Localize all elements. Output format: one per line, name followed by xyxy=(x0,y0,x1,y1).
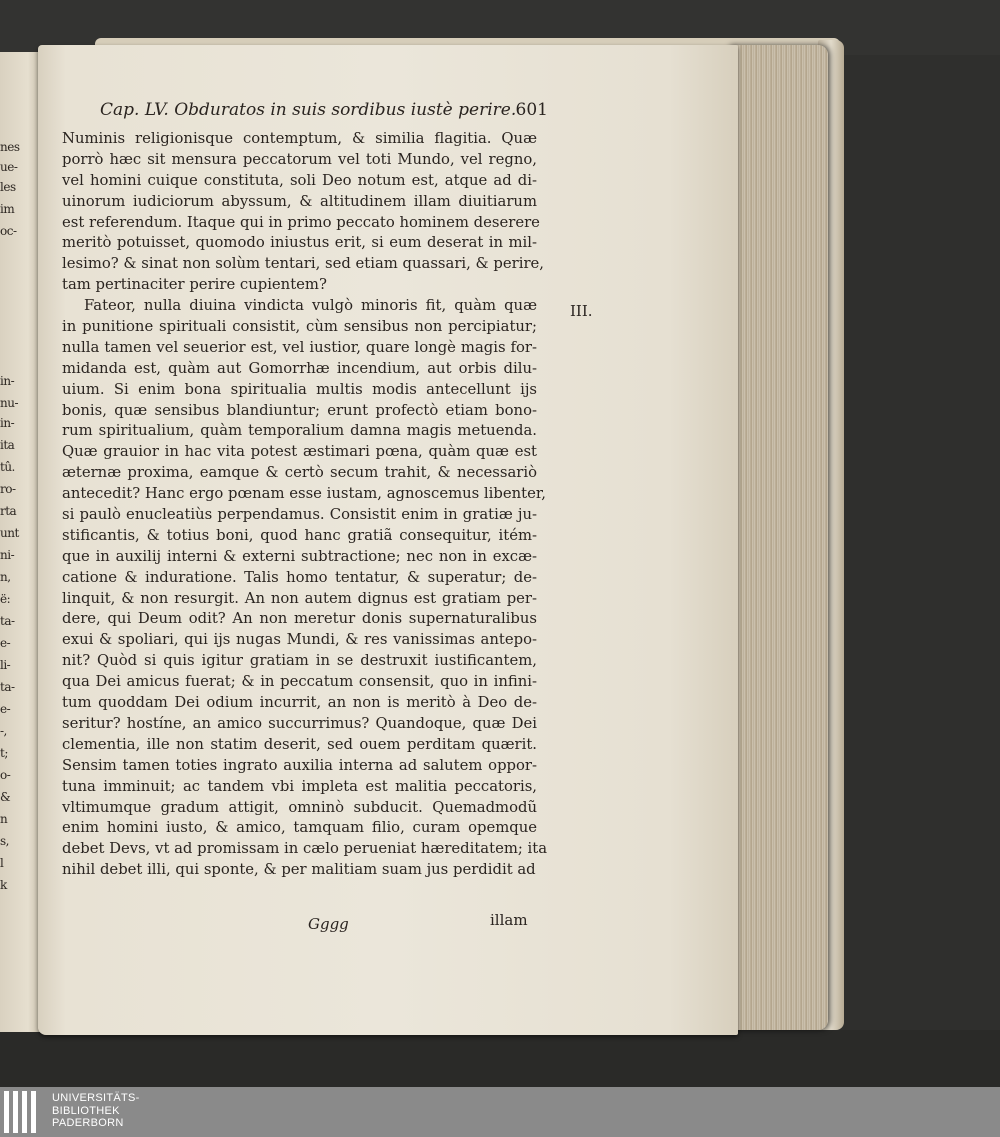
text-line: exui & spoliari, qui ijs nugas Mundi, & res vanissimas antepo- xyxy=(62,631,537,649)
running-head-title: Cap. LV. Obduratos in suis sordibus iustè perire. xyxy=(100,100,517,120)
text-line: tum quoddam Dei odium incurrit, an non is meritò à Deo de- xyxy=(62,694,537,712)
previous-page-text-fragment: & xyxy=(0,790,11,804)
text-line: uinorum iudiciorum abyssum, & altitudinem illam diuitiarum xyxy=(62,192,537,210)
text-line: linquit, & non resurgit. An non autem dignus est gratiam per- xyxy=(62,589,537,607)
text-line: dere, qui Deum odit? An non meretur donis supernaturalibus xyxy=(62,610,537,628)
previous-page-text-fragment: e- xyxy=(0,636,11,650)
text-line: Fateor, nulla diuina vindicta vulgò minoris fit, quàm quæ xyxy=(84,297,537,315)
text-line: stificantis, & totius boni, quod hanc gratiã consequitur, itém- xyxy=(62,526,537,544)
text-line: catione & induratione. Talis homo tentatur, & superatur; de- xyxy=(62,568,537,586)
previous-page-text-fragment: e- xyxy=(0,702,11,716)
text-line: seritur? hostíne, an amico succurrimus? Quandoque, quæ Dei xyxy=(62,714,537,732)
text-line: enim homini iusto, & amico, tamquam filio, curam opemque xyxy=(62,819,537,837)
previous-page-text-fragment: oc- xyxy=(0,224,17,238)
previous-page-text-fragment: nu- xyxy=(0,396,19,410)
text-line: debet Devs, vt ad promissam in cælo perueniat hæreditatem; ita xyxy=(62,840,548,858)
text-line: lesimo? & sinat non solùm tentari, sed etiam quassari, & perire, xyxy=(62,255,544,273)
text-line: Quæ grauior in hac vita potest æstimari pœna, quàm quæ est xyxy=(62,443,537,461)
previous-page-text-fragment: ta- xyxy=(0,680,15,694)
library-logo-icon xyxy=(4,1091,44,1133)
text-line: tuna imminuit; ac tandem vbi impleta est malitia peccatoris, xyxy=(62,777,537,795)
text-line: Numinis religionisque contemptum, & similia flagitia. Quæ xyxy=(62,130,537,147)
previous-page-text-fragment: nes xyxy=(0,140,20,154)
text-line: tam pertinaciter perire cupientem? xyxy=(62,276,327,294)
previous-page-text-fragment: tû. xyxy=(0,460,15,474)
text-line: vel homini cuique constituta, soli Deo notum est, atque ad di- xyxy=(62,171,537,189)
previous-page-text-fragment: im xyxy=(0,202,15,216)
library-name-line-1: UNIVERSITÄTS- xyxy=(52,1092,140,1104)
page-fore-edge xyxy=(728,45,828,1030)
signature-mark: Gggg xyxy=(308,915,349,933)
text-line: midanda est, quàm aut Gomorrhæ incendium, aut orbis dilu- xyxy=(62,359,537,377)
previous-page-text-fragment: ro- xyxy=(0,482,16,496)
text-line: meritò potuisset, quomodo iniustus erit, si eum deserat in mil- xyxy=(62,234,537,252)
text-line: qua Dei amicus fuerat; & in peccatum consensit, quo in infini- xyxy=(62,673,537,691)
text-line: æternæ proxima, eamque & certò secum trahit, & necessariò xyxy=(62,464,537,482)
previous-page-text-fragment: -, xyxy=(0,724,7,738)
previous-page-text-fragment: o- xyxy=(0,768,11,782)
text-line: est referendum. Itaque qui in primo peccato hominem deserere xyxy=(62,213,540,231)
previous-page-text-fragment: ni- xyxy=(0,548,15,562)
library-name-line-3: PADERBORN xyxy=(52,1117,124,1129)
previous-page-text-fragment: k xyxy=(0,878,7,892)
previous-page-text-fragment: in- xyxy=(0,374,15,388)
library-footer xyxy=(0,1087,1000,1137)
text-line: bonis, quæ sensibus blandiuntur; erunt profectò etiam bono- xyxy=(62,401,537,419)
library-name xyxy=(52,1092,140,1130)
previous-page-text-fragment: n, xyxy=(0,570,11,584)
marginal-section-number: III. xyxy=(570,302,593,320)
text-line: rum spiritualium, quàm temporalium damna magis metuenda. xyxy=(62,422,537,440)
previous-page-text-fragment: rta xyxy=(0,504,17,518)
previous-page-strip xyxy=(0,52,41,1032)
catchword: illam xyxy=(490,911,528,929)
previous-page-text-fragment: ta- xyxy=(0,614,15,628)
page-number: 601 xyxy=(515,100,548,120)
previous-page-text-fragment: s, xyxy=(0,834,9,848)
previous-page-text-fragment: ue- xyxy=(0,160,18,174)
text-line: nihil debet illi, qui sponte, & per malitiam suam jus perdidit ad xyxy=(62,861,536,879)
text-line: antecedit? Hanc ergo pœnam esse iustam, agnoscemus libenter, xyxy=(62,485,547,503)
text-line: clementia, ille non statim deserit, sed ouem perditam quærit. xyxy=(62,735,537,753)
text-line: nit? Quòd si quis igitur gratiam in se destruxit iustificantem, xyxy=(62,652,537,670)
previous-page-text-fragment: li- xyxy=(0,658,11,672)
previous-page-text-fragment: n xyxy=(0,812,8,826)
previous-page-text-fragment: les xyxy=(0,180,16,194)
text-line: vltimumque gradum attigit, omninò subducit. Quemadmodũ xyxy=(62,798,537,816)
text-line: in punitione spirituali consistit, cùm sensibus non percipiatur; xyxy=(62,318,537,336)
previous-page-text-fragment: t; xyxy=(0,746,8,760)
running-head xyxy=(100,100,548,124)
previous-page-text-fragment: ë: xyxy=(0,592,11,606)
text-line: Sensim tamen toties ingrato auxilia interna ad salutem oppor- xyxy=(62,756,537,774)
text-line: que in auxilij interni & externi subtractione; nec non in excæ- xyxy=(62,547,537,565)
previous-page-text-fragment: in- xyxy=(0,416,15,430)
previous-page-text-fragment: l xyxy=(0,856,4,870)
library-name-line-2: BIBLIOTHEK xyxy=(52,1104,120,1117)
body-text xyxy=(62,129,548,881)
text-line: nulla tamen vel seuerior est, vel iustior, quare longè magis for- xyxy=(62,338,537,356)
text-line: uium. Si enim bona spiritualia multis modis antecellunt ijs xyxy=(62,380,537,398)
previous-page-text-fragment: ita xyxy=(0,438,15,452)
background-bottom xyxy=(0,1030,1000,1087)
previous-page-text-fragment: unt xyxy=(0,526,19,540)
text-line: si paulò enucleatiùs perpendamus. Consistit enim in gratiæ ju- xyxy=(62,506,537,524)
text-line: porrò hæc sit mensura peccatorum vel toti Mundo, vel regno, xyxy=(62,150,537,168)
